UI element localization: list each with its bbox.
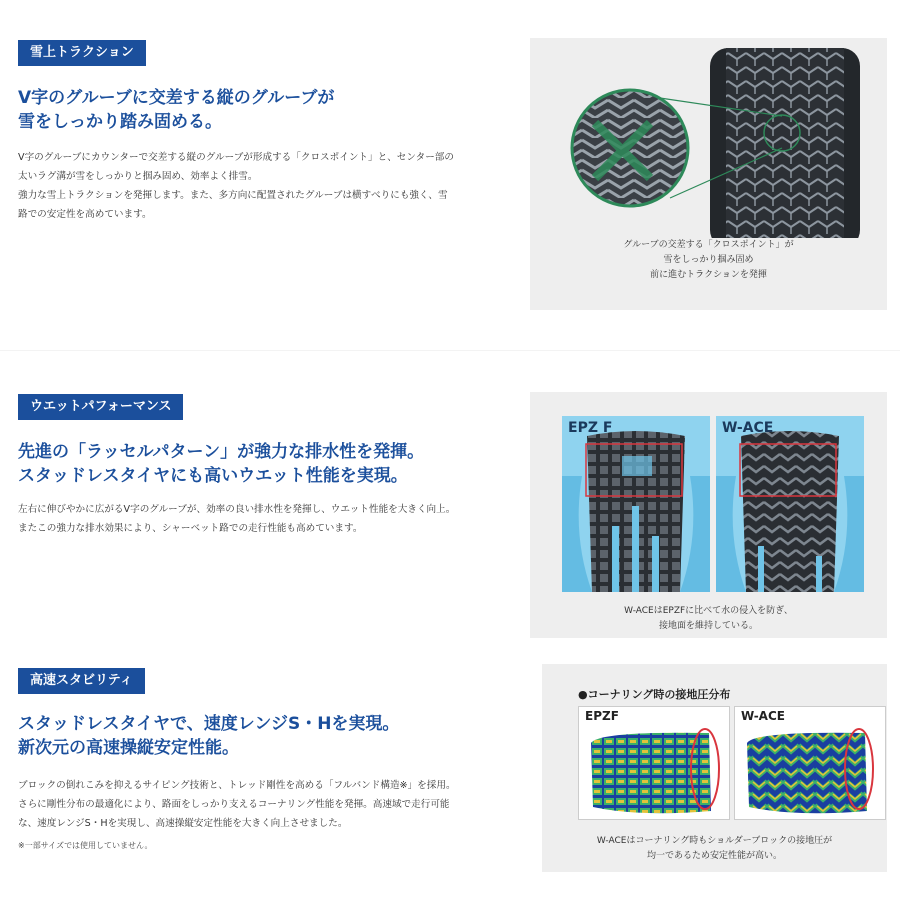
caption-line: W-ACEはコーナリング時もショルダーブロックの接地圧が: [596, 836, 833, 846]
snow-traction-image-panel: [530, 38, 887, 310]
body-line: V字のグルーブにカウンターで交差する縦のグルーブが形成する「クロスポイント」と、センター部の: [18, 152, 454, 163]
caption-line: 前に進むトラクションを発揮: [650, 270, 767, 280]
heading-line: V字のグルーブに交差する縦のグルーブが: [18, 88, 335, 108]
wet-performance-image-panel: [530, 392, 887, 638]
w-ace-water-image: [716, 416, 864, 592]
caption-line: 均一であるため安定性能が高い。: [646, 851, 782, 861]
contact-pressure-panel: [542, 664, 887, 872]
epzf-water-image: [562, 416, 710, 592]
map-label: W-ACE: [741, 709, 785, 723]
heading-line: 新次元の高速操縦安定性能。: [18, 738, 239, 758]
heading-line: 先進の「ラッセルパターン」が強力な排水性を発揮。: [18, 442, 425, 462]
image-caption: [530, 238, 887, 283]
section-badge-wet-performance: ウエットパフォーマンス: [18, 394, 183, 420]
caption-line: 雪をしっかり掴み固め: [663, 255, 754, 265]
body-line: 左右に伸びやかに広がるV字のグルーブが、効率の良い排水性を発揮し、ウエット性能を大きく向上。: [18, 504, 456, 515]
section-badge-snow-traction: 雪上トラクション: [18, 40, 146, 66]
heading-line: スタッドレスタイヤで、速度レンジS・Hを実現。: [18, 714, 400, 734]
section-heading-wet-performance: [18, 440, 424, 488]
tire-crosspoint-illustration: [530, 38, 887, 238]
image-caption: [542, 834, 887, 864]
body-line: な、速度レンジS・Hを実現し、高速操縦安定性能を大きく向上させました。: [18, 818, 348, 829]
body-line: 強力な雪上トラクションを発揮します。また、多方向に配置されたグルーブは横すべりにも強く、雪: [18, 190, 448, 201]
map-label: EPZF: [585, 709, 619, 723]
section-divider: [0, 350, 900, 351]
heading-line: 雪をしっかり踏み固める。: [18, 112, 222, 132]
body-line: 路での安定性を高めています。: [18, 209, 152, 220]
section-body-high-speed-stability: [18, 776, 523, 833]
w-ace-pressure-map: [734, 706, 886, 820]
section-heading-snow-traction: [18, 86, 334, 134]
body-line: ブロックの倒れこみを抑えるサイピング技術と、トレッド剛性を高める「フルバンド構造※」を採用。: [18, 780, 456, 791]
body-line: 太いラグ溝が雪をしっかりと掴み固め、効率よく排雪。: [18, 171, 258, 182]
section-badge-high-speed-stability: 高速スタビリティ: [18, 668, 145, 694]
image-label: EPZ F: [568, 420, 613, 436]
heading-line: スタッドレスタイヤにも高いウエット性能を実現。: [18, 466, 408, 486]
caption-line: W-ACEはEPZFに比べて水の侵入を防ぎ、: [624, 606, 793, 616]
section-body-snow-traction: [18, 148, 523, 224]
caption-line: グルーブの交差する「クロスポイント」が: [623, 240, 794, 250]
section-heading-high-speed-stability: [18, 712, 399, 760]
body-line: さらに剛性分布の最適化により、路面をしっかり支えるコーナリング性能を発揮。高速域で走行可能: [18, 799, 450, 810]
diagram-title: ●コーナリング時の接地圧分布: [578, 688, 731, 701]
section-body-wet-performance: [18, 500, 523, 538]
epzf-pressure-map: [578, 706, 730, 820]
caption-line: 接地面を維持している。: [658, 621, 758, 631]
footnote: ※一部サイズでは使用していません。: [18, 841, 153, 850]
body-line: またこの強力な排水効果により、シャーベット路での走行性能も高めています。: [18, 523, 363, 534]
image-caption: [530, 604, 887, 634]
image-label: W-ACE: [722, 420, 774, 436]
